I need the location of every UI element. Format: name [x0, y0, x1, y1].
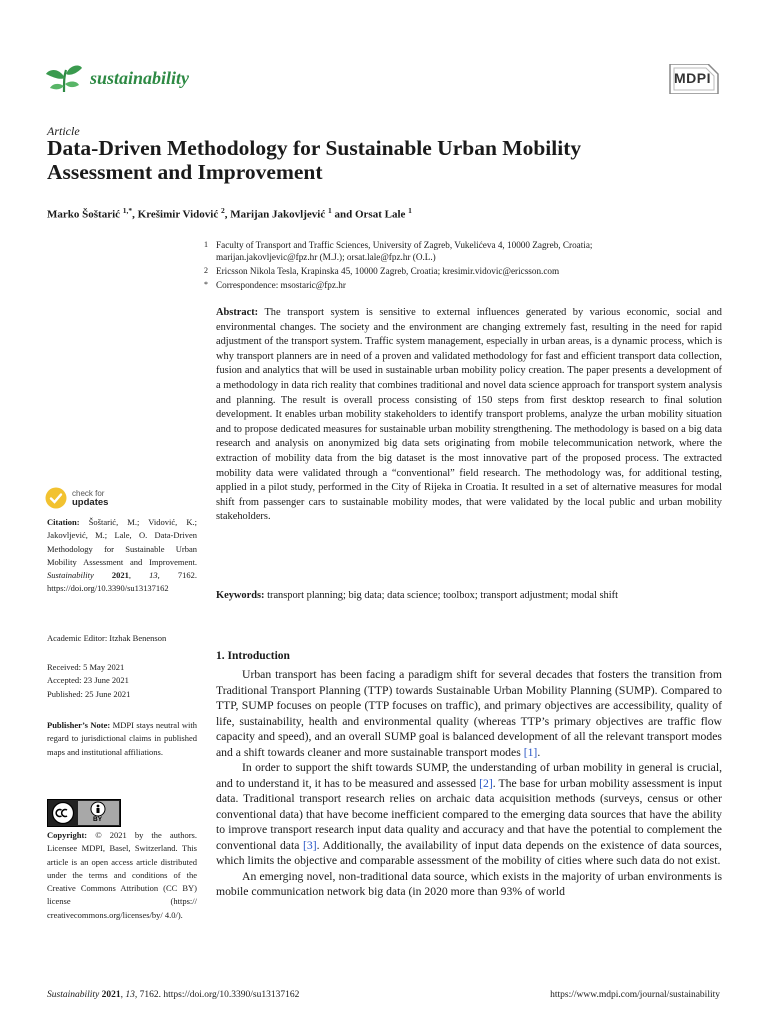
copyright-block [47, 829, 197, 922]
publisher-note-label: Publisher’s Note: [47, 720, 111, 730]
citation-link[interactable]: [1] [523, 745, 538, 759]
footer-journal-url[interactable]: https://www.mdpi.com/journal/sustainability [550, 990, 720, 1000]
citation-link[interactable]: [2] [479, 776, 493, 790]
leaf-logo-icon [44, 62, 84, 94]
title-line-2: Assessment and Improvement [47, 160, 323, 184]
paragraph-text: . The base for urban mobility assessment is input data. Traditional transport research relies on archaic data acquisition methods (surveys, census or other conventional data) that have become inefficient compared to the emerging data sources that have the ability to improve transport research input data quality and accuracy and that have the potential to complement the conventional data [216, 776, 722, 852]
author-name[interactable]: Marijan Jakovljević [230, 208, 326, 221]
paragraph: An emerging novel, non-traditional data source, which exists in the majority of urban environments is mobile communication network big data (in 2020 more than 93% of world [216, 869, 722, 898]
received-date: Received: 5 May 2021 [47, 662, 125, 672]
paragraph-text: . [537, 745, 541, 759]
author-affiliation-mark: 1 [327, 206, 332, 215]
affiliation-line: Ericsson Nikola Tesla, Krapinska 45, 10000 Zagreb, Croatia; kresimir.vidovic@ericsson.com [216, 266, 560, 276]
citation-link[interactable]: [3] [303, 838, 317, 852]
footer-volume: 13 [125, 990, 135, 1000]
cc-by-label: BY [93, 816, 103, 823]
author-affiliation-mark: 1 [408, 206, 412, 215]
publisher-name: MDPI [674, 70, 711, 86]
footer-doi[interactable]: , 7162. https://doi.org/10.3390/su13137162 [134, 990, 300, 1000]
citation-journal: Sustainability [47, 570, 94, 581]
affiliation-mark: 2 [204, 266, 208, 275]
published-date: Published: 25 June 2021 [47, 688, 131, 699]
author-name[interactable]: Krešimir Vidović [137, 208, 219, 221]
publisher-note [47, 719, 197, 759]
article-type: Article [47, 124, 80, 138]
paragraph-text: . Additionally, the availability of input data depends on the existence of data sources, which limits the objective and comparable assessment of the mobility of cities where such data do not exist. [216, 838, 722, 867]
check-updates-icon [44, 486, 68, 510]
introduction-body [216, 667, 722, 900]
check-for-updates-badge[interactable] [44, 486, 108, 510]
citation-label: Citation: [47, 517, 80, 527]
abstract [216, 306, 722, 525]
citation-block [47, 516, 197, 596]
check-updates-text [72, 489, 108, 507]
keywords-label: Keywords: [216, 590, 265, 601]
abstract-text: The transport system is sensitive to external influences generated by various economic, social and environmental changes. The society and the environment are changing extremely fast, resulting in the need for rapid adjustment of the transport system. Traffic system management, especially in urban areas, is a dynamic process, which is why transport planners are in need of a proven and validated methodology for fast and efficient transport data collection, fusion and analytics that will be used in sustainable urban mobility policy creation. The paper presents a development of a methodology in data rich reality that combines traditional and novel data science approach for transport system analysis and planning. The result is overall process consisting of 150 steps from first desktop research to final solution development. It enables urban mobility stakeholders to identify transport problems, analyze the urban mobility situation and to propose dedicated measures for sustainable urban mobility strengthening. The methodology is based on a big data research and analysis on anonymized big data sets originating from mobile telecommunication network, where the extraction of mobility data from the big dataset is the most innovative part of the proposed process. The extracted mobility data were validated through a “conventional” field research. The methodology was, for additional testing, applied in a pilot study, performed in the City of Rijeka in Croatia. It resulted in a set of alternative measures for modal shift from passenger cars to sustainable mobility modes, that were validated by the local public and urban mobility stakeholders. [216, 307, 722, 523]
author-affiliation-mark: 2 [220, 206, 225, 215]
citation-text: , [128, 570, 150, 581]
check-updates-line: updates [72, 497, 109, 508]
copyright-label: Copyright: [47, 830, 88, 840]
affiliation-line: Faculty of Transport and Traffic Sciences, University of Zagreb, Vukelićeva 4, 10000 Zagreb, Croatia; [216, 240, 593, 250]
article-title [47, 136, 727, 184]
paragraph [216, 760, 722, 869]
check-updates-line: check for [72, 489, 105, 498]
footer-separator: , [120, 990, 126, 1000]
mdpi-logo [664, 64, 720, 99]
footer-citation [47, 990, 299, 1000]
paragraph-text: Urban transport has been facing a paradigm shift for several decades that fosters the transition from Traditional Transport Planning (TTP) towards Sustainable Urban Mobility Planning (SUMP). Compared to TTP, SUMP focuses on people (TTP focuses on traffic), and primary objectives are accessibility, quality of life, sustainability, health and environmental quality (whereas TTP’s primary objectives are traffic flow capacity and speed), and an overall SUMP goal is balanced development of all the relevant transport modes and a shift towards cleaner and more sustainable transport modes [216, 668, 722, 759]
affiliation-1 [204, 239, 593, 264]
footer-journal: Sustainability [47, 990, 100, 1000]
keywords [216, 589, 722, 604]
dates-block [47, 661, 197, 701]
cc-by-license-badge[interactable] [47, 799, 121, 827]
author-separator: and [331, 208, 355, 221]
citation-text: Šoštarić, M.; Vidović, K.; Jakovljević, M.; Lale, O. Data-Driven Methodology for Sustainable Urban Mobility Assessment and Improvement. [47, 517, 197, 567]
accepted-date: Accepted: 23 June 2021 [47, 675, 129, 686]
citation-doi[interactable]: , 7162. https://doi.org/10.3390/su13137162 [47, 570, 197, 594]
author-separator: , [132, 208, 138, 221]
citation-year: 2021 [93, 570, 129, 581]
paragraph-text: In order to support the shift towards SUMP, the understanding of urban mobility in general is crucial, and to understand it, it has to be measured and assessed [216, 761, 722, 790]
author-name[interactable]: Marko Šoštarić [47, 208, 121, 221]
affiliation-mark: 1 [204, 240, 208, 249]
publisher-note-text: MDPI stays neutral with regard to jurisdictional claims in published maps and institutional affiliations. [47, 720, 198, 757]
paragraph [216, 667, 722, 760]
journal-logo [44, 60, 189, 96]
creative-commons-icon [48, 800, 120, 826]
author-name[interactable]: Orsat Lale [354, 208, 406, 221]
copyright-text: © 2021 by the authors. Licensee MDPI, Basel, Switzerland. This article is an open access article distributed under the terms and conditions of the Creative Commons Attribution (CC BY) license (https:// creativecommons.org/licenses/by/ 4.0/). [47, 830, 197, 920]
author-separator: , [224, 208, 231, 221]
affiliation-line: marijan.jakovljevic@fpz.hr (M.J.); orsat.lale@fpz.hr (O.L.) [216, 252, 436, 263]
abstract-label: Abstract: [216, 307, 259, 318]
keywords-text: transport planning; big data; data science; toolbox; transport adjustment; modal shift [267, 590, 618, 601]
title-line-1: Data-Driven Methodology for Sustainable Urban Mobility [47, 136, 582, 160]
affiliation-mark: * [204, 280, 208, 289]
author-list [47, 206, 412, 221]
academic-editor: Academic Editor: Itzhak Benenson [47, 633, 167, 643]
correspondence [204, 279, 346, 291]
affiliation-2 [204, 265, 560, 277]
section-heading: 1. Introduction [216, 650, 290, 662]
journal-name: sustainability [90, 67, 190, 88]
footer-year: 2021 [99, 990, 121, 1000]
author-affiliation-mark: 1,* [122, 206, 133, 215]
citation-volume: 13 [149, 570, 158, 581]
affiliation-line: Correspondence: msostaric@fpz.hr [216, 280, 346, 290]
